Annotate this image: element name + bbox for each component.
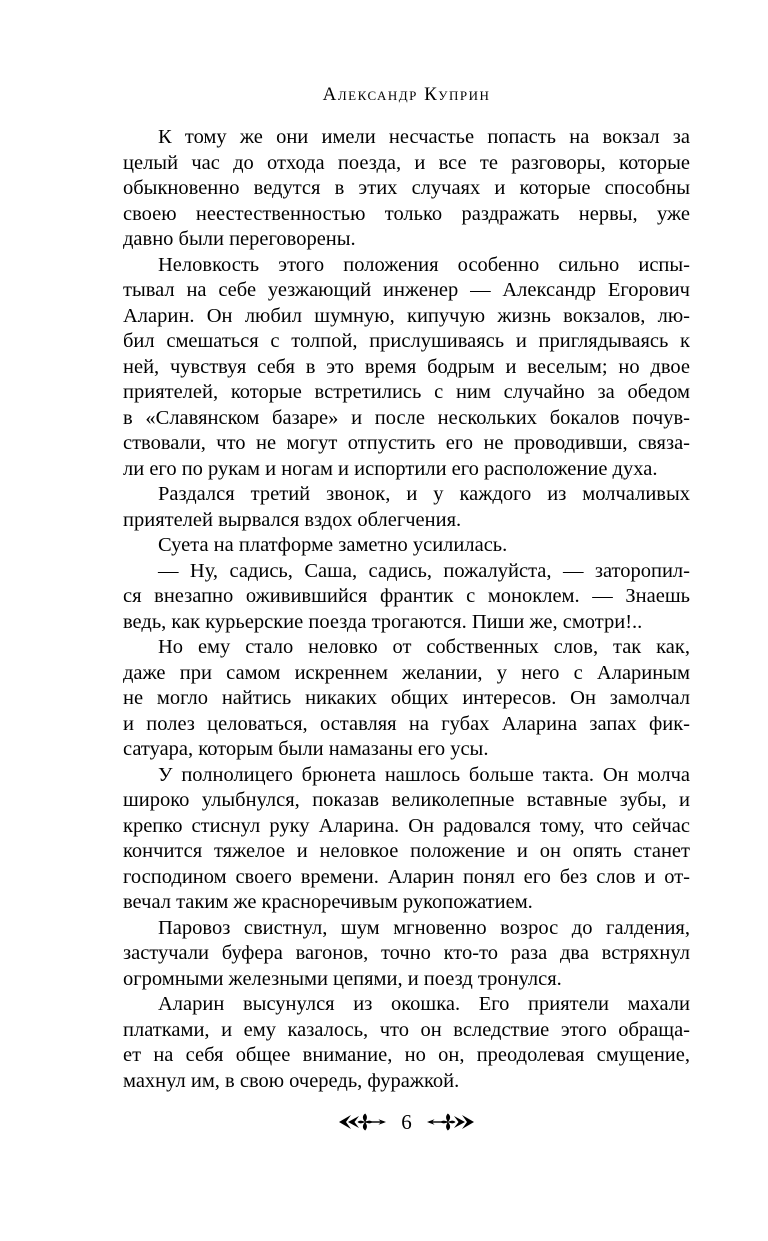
- text-line: платками, и ему казалось, что он вследствие этого обраща-: [123, 1018, 690, 1041]
- text-line: крепко стиснул руку Аларина. Он радовался тому, что сейчас: [123, 814, 690, 837]
- text-line: своею неестественностью только раздражать нервы, уже: [123, 202, 690, 225]
- text-line: давно были переговорены.: [123, 228, 356, 250]
- text-line: Раздался третий звонок, и у каждого из молчаливых: [158, 483, 690, 505]
- text-line: ведь, как курьерские поезда трогаются. Пиши же, смотри!..: [123, 610, 643, 633]
- text-line: застучали буфера вагонов, точно кто-то раза два встряхнул: [123, 942, 690, 964]
- text-line: ся внезапно оживившийся франтик с моноклем. — Знаешь: [123, 585, 690, 607]
- fleuron-arrow-left-icon: [338, 1113, 386, 1131]
- text-line: обыкновенно ведутся в этих случаях и которые способны: [123, 177, 690, 199]
- text-line: в «Славянском базаре» и после нескольких бокалов почув-: [123, 406, 690, 429]
- text-line: целый час до отхода поезда, и все те разговоры, которые: [123, 151, 690, 174]
- body-text: [123, 125, 690, 1094]
- running-head-author: Александр Куприн: [322, 84, 491, 105]
- text-line: приятелей вырвался вздох облегчения.: [123, 508, 462, 531]
- text-line: Неловкость этого положения особенно сильно испы-: [158, 253, 690, 276]
- text-line: широко улыбнулся, показав великолепные вставные зубы, и: [123, 789, 690, 811]
- text-line: и полез целоваться, оставляя на губах Аларина запах фик-: [123, 712, 690, 735]
- text-line: кончится тяжелое и неловкое положение и он опять станет: [123, 840, 690, 862]
- text-line: тывал на себе уезжающий инженер — Александр Егорович: [123, 279, 690, 301]
- page-footer: [123, 1106, 690, 1138]
- text-line: господином своего времени. Аларин понял его без слов и от-: [123, 865, 690, 888]
- text-line: — Ну, садись, Саша, садись, пожалуйста, — заторопил-: [158, 559, 690, 582]
- text-line: приятелей, которые встретились с ним случайно за обедом: [123, 381, 690, 403]
- text-line: Но ему стало неловко от собственных слов, так как,: [158, 636, 690, 658]
- text-line: Аларин. Он любил шумную, кипучую жизнь вокзалов, лю-: [123, 304, 690, 327]
- fleuron-arrow-right-icon: [427, 1113, 475, 1131]
- page-number: 6: [401, 1109, 412, 1134]
- text-line: даже при самом искреннем желании, у него с Алариным: [123, 661, 690, 684]
- text-line: Суета на платформе заметно усилилась.: [158, 534, 508, 556]
- text-line: Аларин высунулся из окошка. Его приятели махали: [158, 993, 690, 1015]
- text-line: вечал таким же красноречивым рукопожатием.: [123, 891, 533, 913]
- text-line: ли его по рукам и ногам и испортили его расположение духа.: [123, 457, 658, 480]
- text-line: ет на себя общее внимание, но он, преодолевая смущение,: [123, 1044, 690, 1066]
- text-line: не могло найтись никаких общих интересов. Он замолчал: [123, 687, 690, 709]
- text-line: ствовали, что не могут отпустить его не проводивши, связа-: [123, 432, 690, 454]
- text-line: бил смешаться с толпой, прислушиваясь и приглядываясь к: [123, 330, 690, 352]
- text-line: огромными железными цепями, и поезд тронулся.: [123, 967, 562, 990]
- text-line: махнул им, в свою очередь, фуражкой.: [123, 1069, 460, 1092]
- text-line: К тому же они имели несчастье попасть на вокзал за: [158, 126, 690, 148]
- text-line: ней, чувствуя себя в это время бодрым и веселым; но двое: [123, 355, 690, 378]
- text-line: сатуара, которым были намазаны его усы.: [123, 738, 489, 760]
- text-line: У полнолицего брюнета нашлось больше такта. Он молча: [158, 763, 690, 786]
- text-line: Паровоз свистнул, шум мгновенно возрос до галдения,: [158, 916, 690, 939]
